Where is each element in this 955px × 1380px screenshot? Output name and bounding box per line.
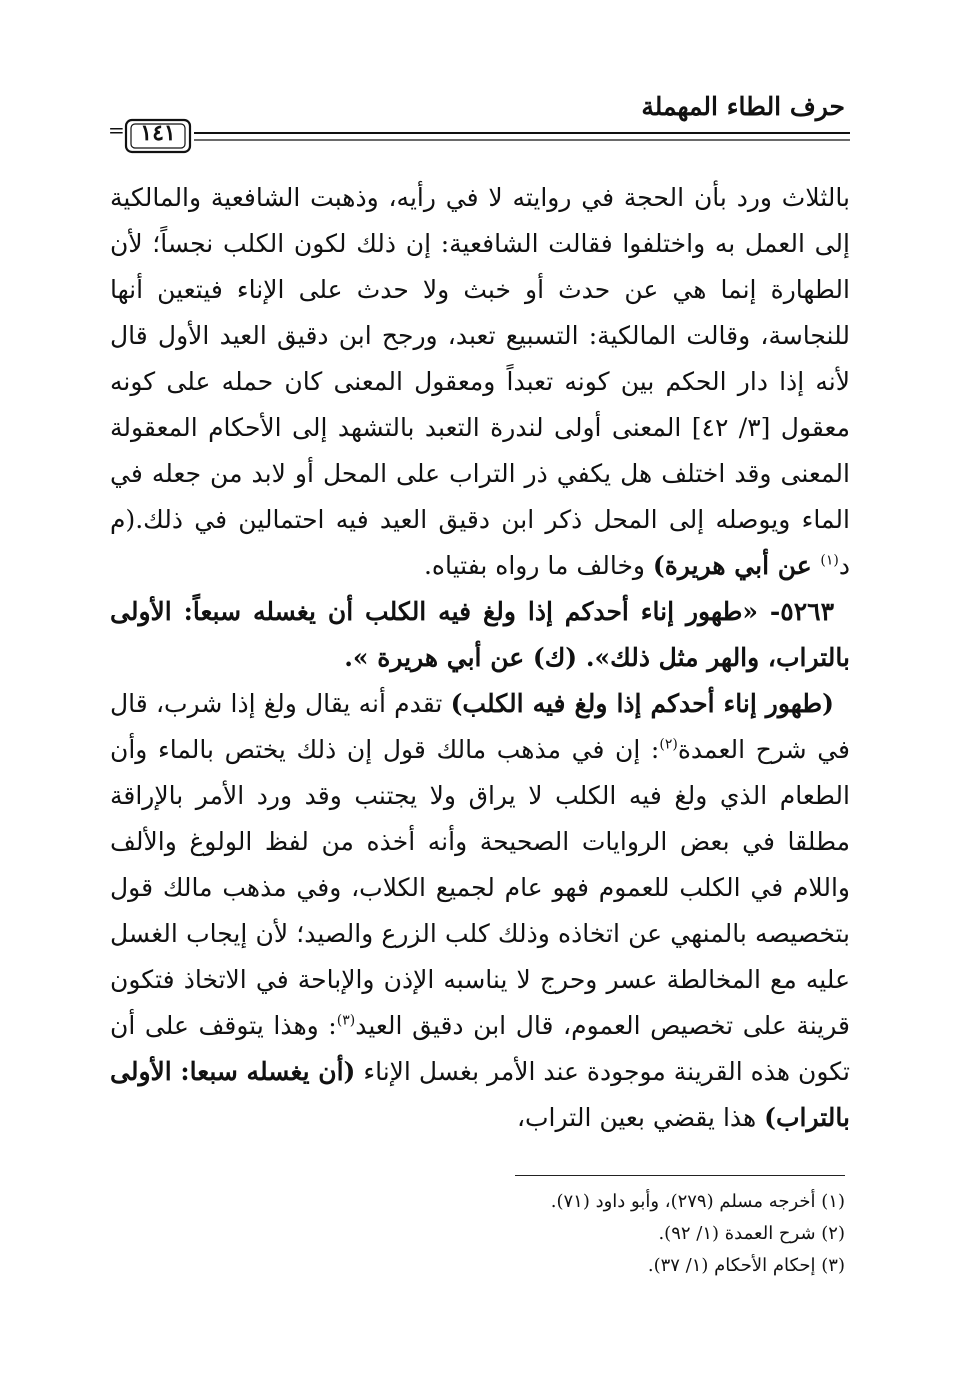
footnote-2: (٢) شرح العمدة (١/ ٩٢). [658,1223,845,1244]
footnote-ref-1: (١) [820,552,839,569]
source-attribution: عن أبي هريرة) [652,551,821,580]
hadith-entry: ٥٢٦٣- «طهور إناء أحدكم إذا ولغ فيه الكلب أن يغسله سبعاً: الأولى بالتراب، والهر مثل ذلك». (ك) عن أبي هريرة ». [110,597,850,672]
quoted-hadith-phrase: (طهور إناء أحدكم إذا ولغ فيه الكلب) [450,689,834,718]
footnote-ref-3: (٣) [336,1012,356,1029]
text-run: تقدم أنه يقال ولغ إذا شرب، قال في شرح العمدة [110,689,850,764]
main-text [110,175,850,1141]
page-number-mark: = [108,118,125,142]
running-header-title: حرف الطاء المهملة [641,92,845,121]
text-run: بالثلاث ورد بأن الحجة في روايته لا في رأيه، وذهبت الشافعية والمالكية إلى العمل به واختلفوا فقالت الشافعية: إن ذلك لكون الكلب نجساً؛ لأن الطهارة إنما هي عن حدث أو خبث ولا حدث على الإناء فيتعين أنها للنجاسة، وقالت المالكية: التسبيع تعبد، ورجح ابن دقيق العيد الأول قال لأنه إذا دار الحكم بين كونه تعبداً ومعقول المعنى كان حمله على كونه معقول [٣/ ٤٢] المعنى أولى لندرة التعبد بالتشهد إلى الأحكام المعقولة المعنى وقد اختلف هل يكفي ذر التراب على المحل أو لابد من جعله في الماء ويوصله إلى المحل ذكر ابن دقيق العيد فيه احتمالين في ذلك.(م د [110,183,850,580]
header-double-rule [110,130,850,144]
footnote-separator [515,1175,845,1176]
paragraph-commentary-1 [110,175,850,589]
footnote-3: (٣) إحكام الأحكام (١/ ٣٧). [647,1255,845,1276]
page-number: ١٤١ [140,120,176,146]
footnotes [245,1186,845,1282]
text-run: : وهذا يتوقف على أن تكون هذه القرينة موجودة عند الأمر بغسل الإناء [110,1011,851,1086]
quoted-hadith-phrase-2: (أن يغسله سبعا: الأولى بالتراب) [110,1057,850,1132]
footnote-ref-2: (٢) [659,736,678,753]
text-run: وخالف ما رواه بفتياه. [423,551,653,580]
paragraph-commentary-2 [110,681,850,1141]
text-run: : إن في مذهب مالك قول إن ذلك يختص بالماء وأن الطعام الذي ولغ فيه الكلب لا يراق ولا يجتنب وقد ورد الأمر بالإراقة مطلقا في بعض الروايات الصحيحة وأنه أخذه من لفظ الولوغ والألف واللام في الكلب للعموم فهو عام لجميع الكلاب، وفي مذهب مالك قول بتخصيصه بالمنهي عن اتخاذه وذلك كلب الزرع والصيد؛ لأن إيجاب الغسل عليه مع المخالطة عسر وحرج لا يناسبه الإذن والإباحة في الاتخاذ فتكون قرينة على تخصيص العموم، قال ابن دقيق العيد [110,735,850,1040]
text-run: هذا يقضي بعين التراب، [516,1103,765,1132]
footnote-1: (١) أخرجه مسلم (٢٧٩)، وأبو داود (٧١). [550,1191,845,1212]
